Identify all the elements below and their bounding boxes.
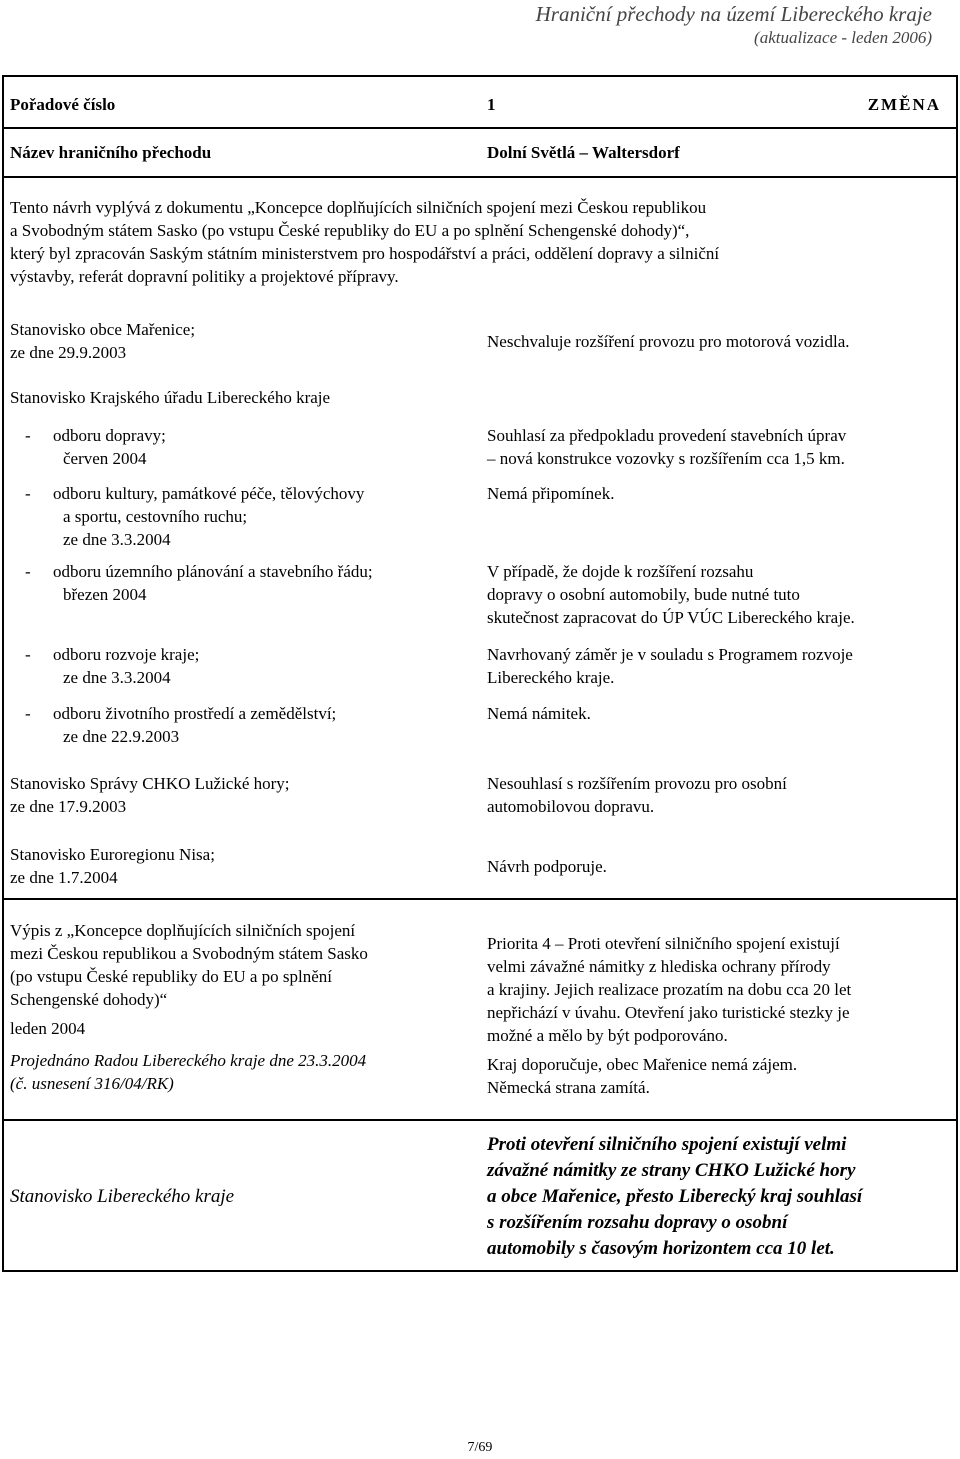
item-opinion	[487, 702, 942, 725]
vypis-line: mezi Českou republikou a Svobodným státem Sasko	[10, 944, 368, 963]
list-dash: -	[25, 562, 31, 581]
final-statement-opinion	[487, 1132, 942, 1262]
obec-date-line: ze dne 29.9.2003	[10, 343, 127, 362]
item-line: březen 2004	[63, 585, 147, 604]
obec-statement-label	[10, 318, 195, 364]
list-dash: -	[25, 645, 31, 664]
crossing-name-value: Dolní Světlá – Waltersdorf	[487, 143, 680, 162]
item-opinion	[487, 643, 942, 689]
row-number-value: 1	[487, 95, 496, 114]
intro-line: a Svobodným státem Sasko (po vstupu České republiky do EU a po splnění Schengenské dohody)“,	[10, 221, 690, 240]
chko-statement-label	[10, 772, 290, 818]
item-line: červen 2004	[63, 449, 147, 468]
vypis-line: Schengenské dohody)“	[10, 990, 168, 1009]
page-number: 7/69	[467, 1440, 493, 1455]
list-dash: -	[25, 484, 31, 503]
vypis-line: Výpis z „Koncepce doplňujících silničních spojení	[10, 921, 356, 940]
final-opinion-line: závažné námitky ze strany CHKO Lužické hory	[487, 1160, 856, 1181]
vypis-date: leden 2004	[10, 1019, 86, 1038]
crossing-name-label: Název hraničního přechodu	[10, 143, 212, 162]
opinion-line: Nesouhlasí s rozšířením provozu pro osobní	[487, 774, 787, 793]
item-line: ze dne 22.9.2003	[63, 727, 180, 746]
council-resolution-line: (č. usnesení 316/04/RK)	[10, 1074, 174, 1093]
intro-line: Tento návrh vyplývá z dokumentu „Koncepce doplňujících silničních spojení mezi Českou republikou	[10, 198, 707, 217]
vypis-block	[10, 919, 470, 1095]
opinion-line: a krajiny. Jejich realizace prozatím na dobu cca 20 let	[487, 980, 852, 999]
item-line: odboru kultury, památkové péče, tělovýchovy	[53, 484, 365, 503]
table-right-border	[956, 75, 958, 1272]
item-opinion	[487, 482, 942, 505]
final-opinion-line: Proti otevření silničního spojení existují velmi	[487, 1134, 847, 1155]
vypis-opinion	[487, 932, 942, 1099]
euroregion-opinion: Návrh podporuje.	[487, 857, 607, 876]
opinion-line: – nová konstrukce vozovky s rozšířením cca 1,5 km.	[487, 449, 845, 468]
item-line: ze dne 3.3.2004	[63, 530, 171, 549]
row-divider	[3, 898, 957, 900]
opinion-line: velmi závažné námitky z hlediska ochrany přírody	[487, 957, 831, 976]
obec-opinion: Neschvaluje rozšíření provozu pro motorová vozidla.	[487, 332, 850, 351]
opinion-line: možné a mělo by být podporováno.	[487, 1026, 728, 1045]
table-bottom-border	[3, 1270, 957, 1272]
opinion-line: skutečnost zapracovat do ÚP VÚC Libereckého kraje.	[487, 608, 855, 627]
item-opinion	[487, 560, 942, 629]
opinion-line: Německá strana zamítá.	[487, 1078, 650, 1097]
euroregion-statement-label	[10, 843, 215, 889]
opinion-line: Priorita 4 – Proti otevření silničního spojení existují	[487, 934, 840, 953]
final-opinion-line: s rozšířením rozsahu dopravy o osobní	[487, 1212, 788, 1233]
item-line: a sportu, cestovního ruchu;	[63, 507, 248, 526]
vypis-line: (po vstupu České republiky do EU a po splnění	[10, 967, 333, 986]
row-divider	[3, 1119, 957, 1121]
status-label: ZMĚNA	[867, 95, 941, 114]
opinion-line: Nemá námitek.	[487, 704, 591, 723]
opinion-line: dopravy o osobní automobily, bude nutné tuto	[487, 585, 800, 604]
opinion-line: Navrhovaný záměr je v souladu s Programem rozvoje	[487, 645, 853, 664]
list-dash: -	[25, 704, 31, 723]
opinion-line: Souhlasí za předpokladu provedení stavebních úprav	[487, 426, 847, 445]
euroregion-label-line: Stanovisko Euroregionu Nisa;	[10, 845, 215, 864]
intro-line: který byl zpracován Saským státním ministerstvem pro hospodářství a práci, oddělení dopravy a silniční	[10, 244, 720, 263]
opinion-line: Nemá připomínek.	[487, 484, 615, 503]
chko-opinion	[487, 772, 942, 818]
item-line: odboru životního prostředí a zemědělství;	[53, 704, 337, 723]
opinion-line: Libereckého kraje.	[487, 668, 615, 687]
opinion-line: Kraj doporučuje, obec Mařenice nemá zájem.	[487, 1055, 798, 1074]
chko-label-line: Stanovisko Správy CHKO Lužické hory;	[10, 774, 290, 793]
intro-line: výstavby, referát dopravní politiky a projektové přípravy.	[10, 267, 399, 286]
item-line: ze dne 3.3.2004	[63, 668, 171, 687]
document-subtitle: (aktualizace - leden 2006)	[754, 28, 932, 47]
row-divider	[3, 127, 957, 129]
chko-date-line: ze dne 17.9.2003	[10, 797, 127, 816]
opinion-line: nepřichází v úvahu. Otevření jako turistické stezky je	[487, 1003, 850, 1022]
opinion-line: V případě, že dojde k rozšíření rozsahu	[487, 562, 754, 581]
table-left-border	[2, 75, 4, 1272]
document-title: Hraniční přechody na území Libereckého kraje	[535, 2, 932, 26]
item-line: odboru rozvoje kraje;	[53, 645, 200, 664]
item-opinion	[487, 424, 942, 470]
intro-paragraph	[10, 196, 950, 288]
final-statement-label: Stanovisko Libereckého kraje	[10, 1186, 235, 1207]
row-number-label: Pořadové číslo	[10, 95, 116, 114]
euroregion-date-line: ze dne 1.7.2004	[10, 868, 118, 887]
obec-label-line: Stanovisko obce Mařenice;	[10, 320, 196, 339]
item-line: odboru dopravy;	[53, 426, 166, 445]
final-opinion-line: automobily s časovým horizontem cca 10 let.	[487, 1238, 835, 1259]
final-opinion-line: a obce Mařenice, přesto Liberecký kraj souhlasí	[487, 1186, 863, 1207]
row-divider	[3, 176, 957, 178]
opinion-line: automobilovou dopravu.	[487, 797, 655, 816]
item-line: odboru územního plánování a stavebního řádu;	[53, 562, 373, 581]
list-dash: -	[25, 426, 31, 445]
council-approval-line: Projednáno Radou Libereckého kraje dne 23.3.2004	[10, 1051, 367, 1070]
table-top-border	[3, 75, 957, 77]
kraj-urad-heading: Stanovisko Krajského úřadu Libereckého kraje	[10, 388, 331, 407]
